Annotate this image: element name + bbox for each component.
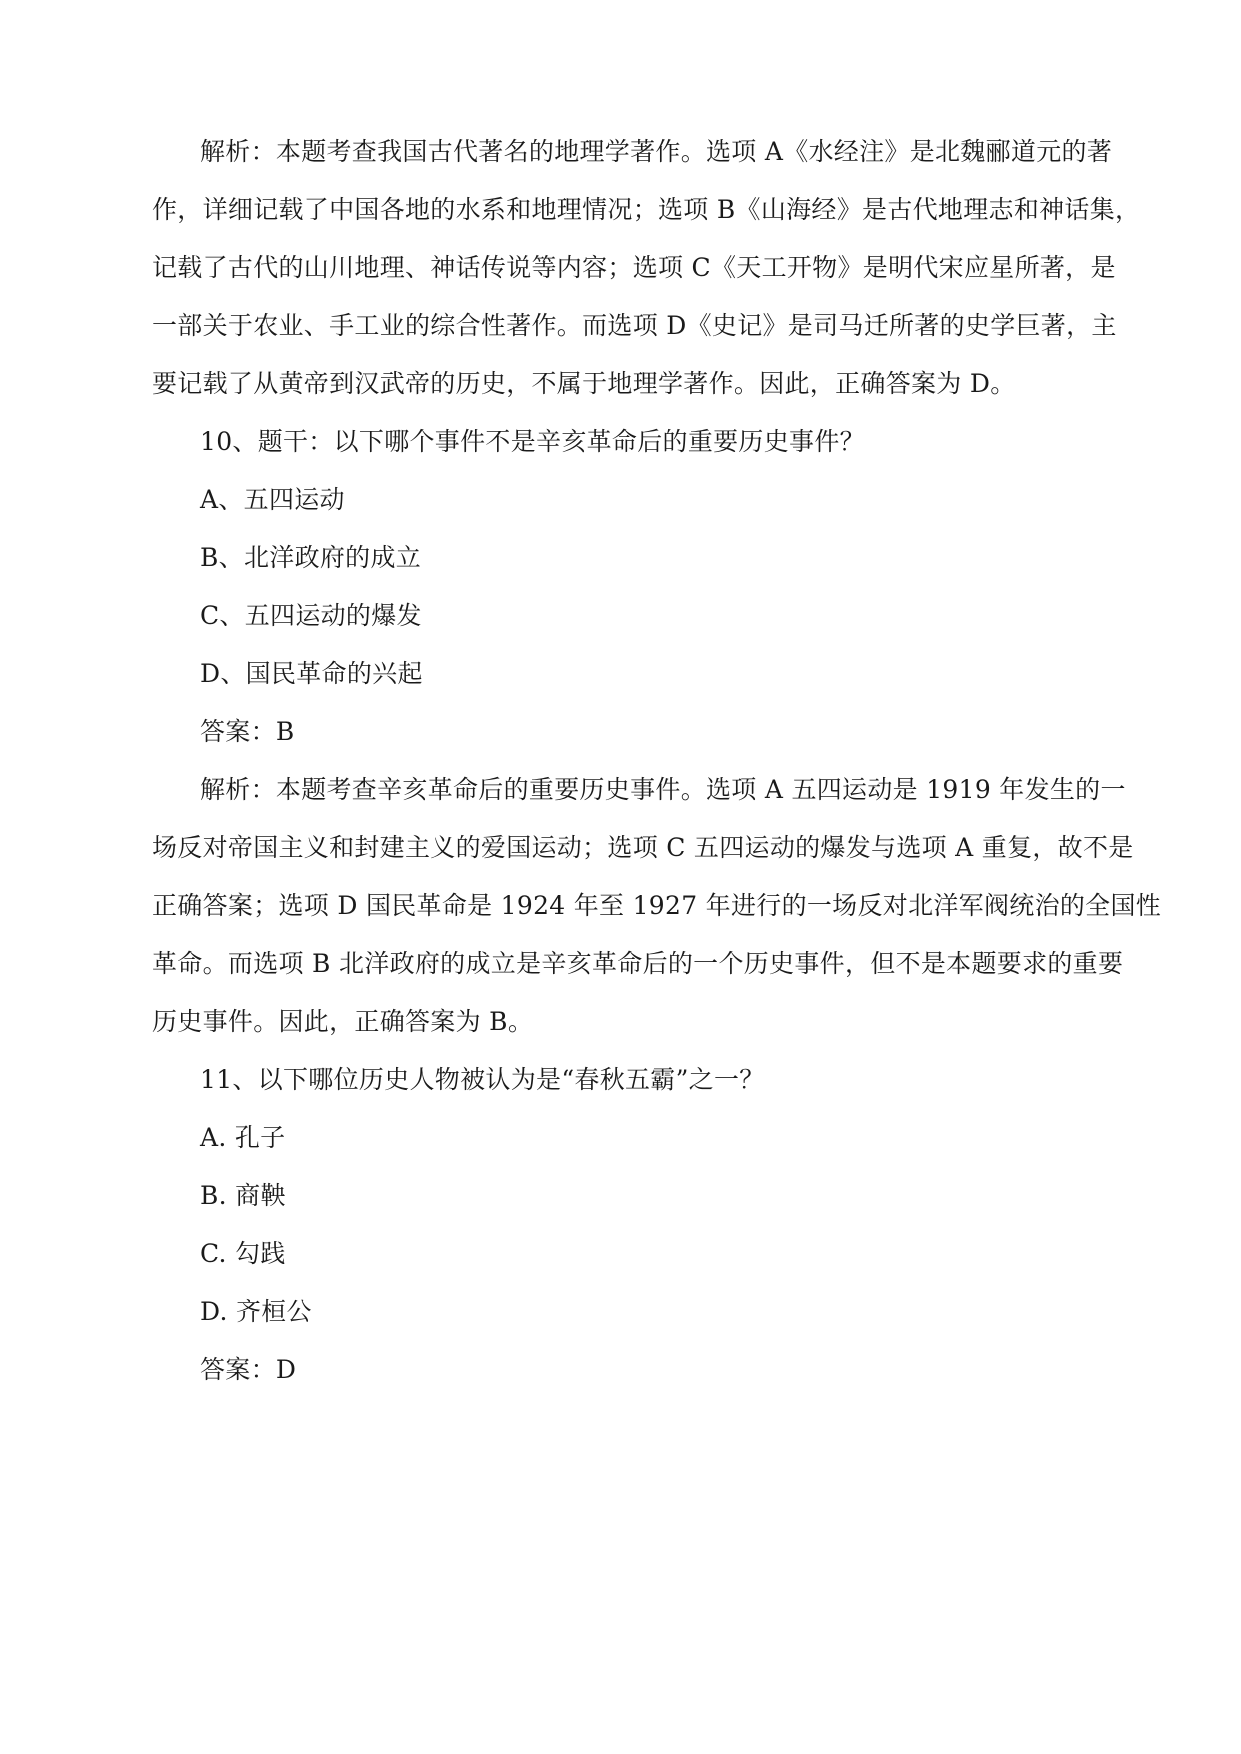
q11-option-b: B. 商鞅 — [200, 1181, 286, 1210]
q11-answer: 答案：D — [200, 1355, 297, 1384]
q10-analysis-line-5: 历史事件。因此，正确答案为 B。 — [152, 1007, 534, 1036]
q10-option-b: B、北洋政府的成立 — [200, 543, 422, 572]
q10-option-d: D、国民革命的兴起 — [200, 659, 423, 688]
q10-stem: 10、题干：以下哪个事件不是辛亥革命后的重要历史事件？ — [200, 427, 865, 456]
q10-analysis-line-4: 革命。而选项 B 北洋政府的成立是辛亥革命后的一个历史事件，但不是本题要求的重要 — [152, 949, 1124, 978]
q10-analysis-line-1: 解析：本题考查辛亥革命后的重要历史事件。选项 A 五四运动是 1919 年发生的一 — [200, 775, 1126, 804]
q10-option-a: A、五四运动 — [200, 485, 345, 514]
q9-analysis-line-5: 要记载了从黄帝到汉武帝的历史，不属于地理学著作。因此，正确答案为 D。 — [152, 369, 1016, 398]
q11-option-c: C. 勾践 — [200, 1239, 286, 1268]
q9-analysis-line-4: 一部关于农业、手工业的综合性著作。而选项 D《史记》是司马迁所著的史学巨著，主 — [152, 311, 1117, 340]
q9-analysis-line-2: 作，详细记载了中国各地的水系和地理情况；选项 B《山海经》是古代地理志和神话集， — [152, 195, 1141, 224]
q9-analysis-line-3: 记载了古代的山川地理、神话传说等内容；选项 C《天工开物》是明代宋应星所著，是 — [152, 253, 1116, 282]
q11-option-a: A. 孔子 — [200, 1123, 286, 1152]
q9-analysis-line-1: 解析：本题考查我国古代著名的地理学著作。选项 A《水经注》是北魏郦道元的著 — [200, 137, 1113, 166]
q10-analysis-line-3: 正确答案；选项 D 国民革命是 1924 年至 1927 年进行的一场反对北洋军阀统治的全国性 — [152, 891, 1162, 920]
q11-option-d: D. 齐桓公 — [200, 1297, 312, 1326]
q10-answer: 答案：B — [200, 717, 295, 746]
q10-option-c: C、五四运动的爆发 — [200, 601, 422, 630]
q10-analysis-line-2: 场反对帝国主义和封建主义的爱国运动；选项 C 五四运动的爆发与选项 A 重复，故不是 — [152, 833, 1134, 862]
q11-stem: 11、以下哪位历史人物被认为是“春秋五霸”之一？ — [200, 1065, 765, 1094]
